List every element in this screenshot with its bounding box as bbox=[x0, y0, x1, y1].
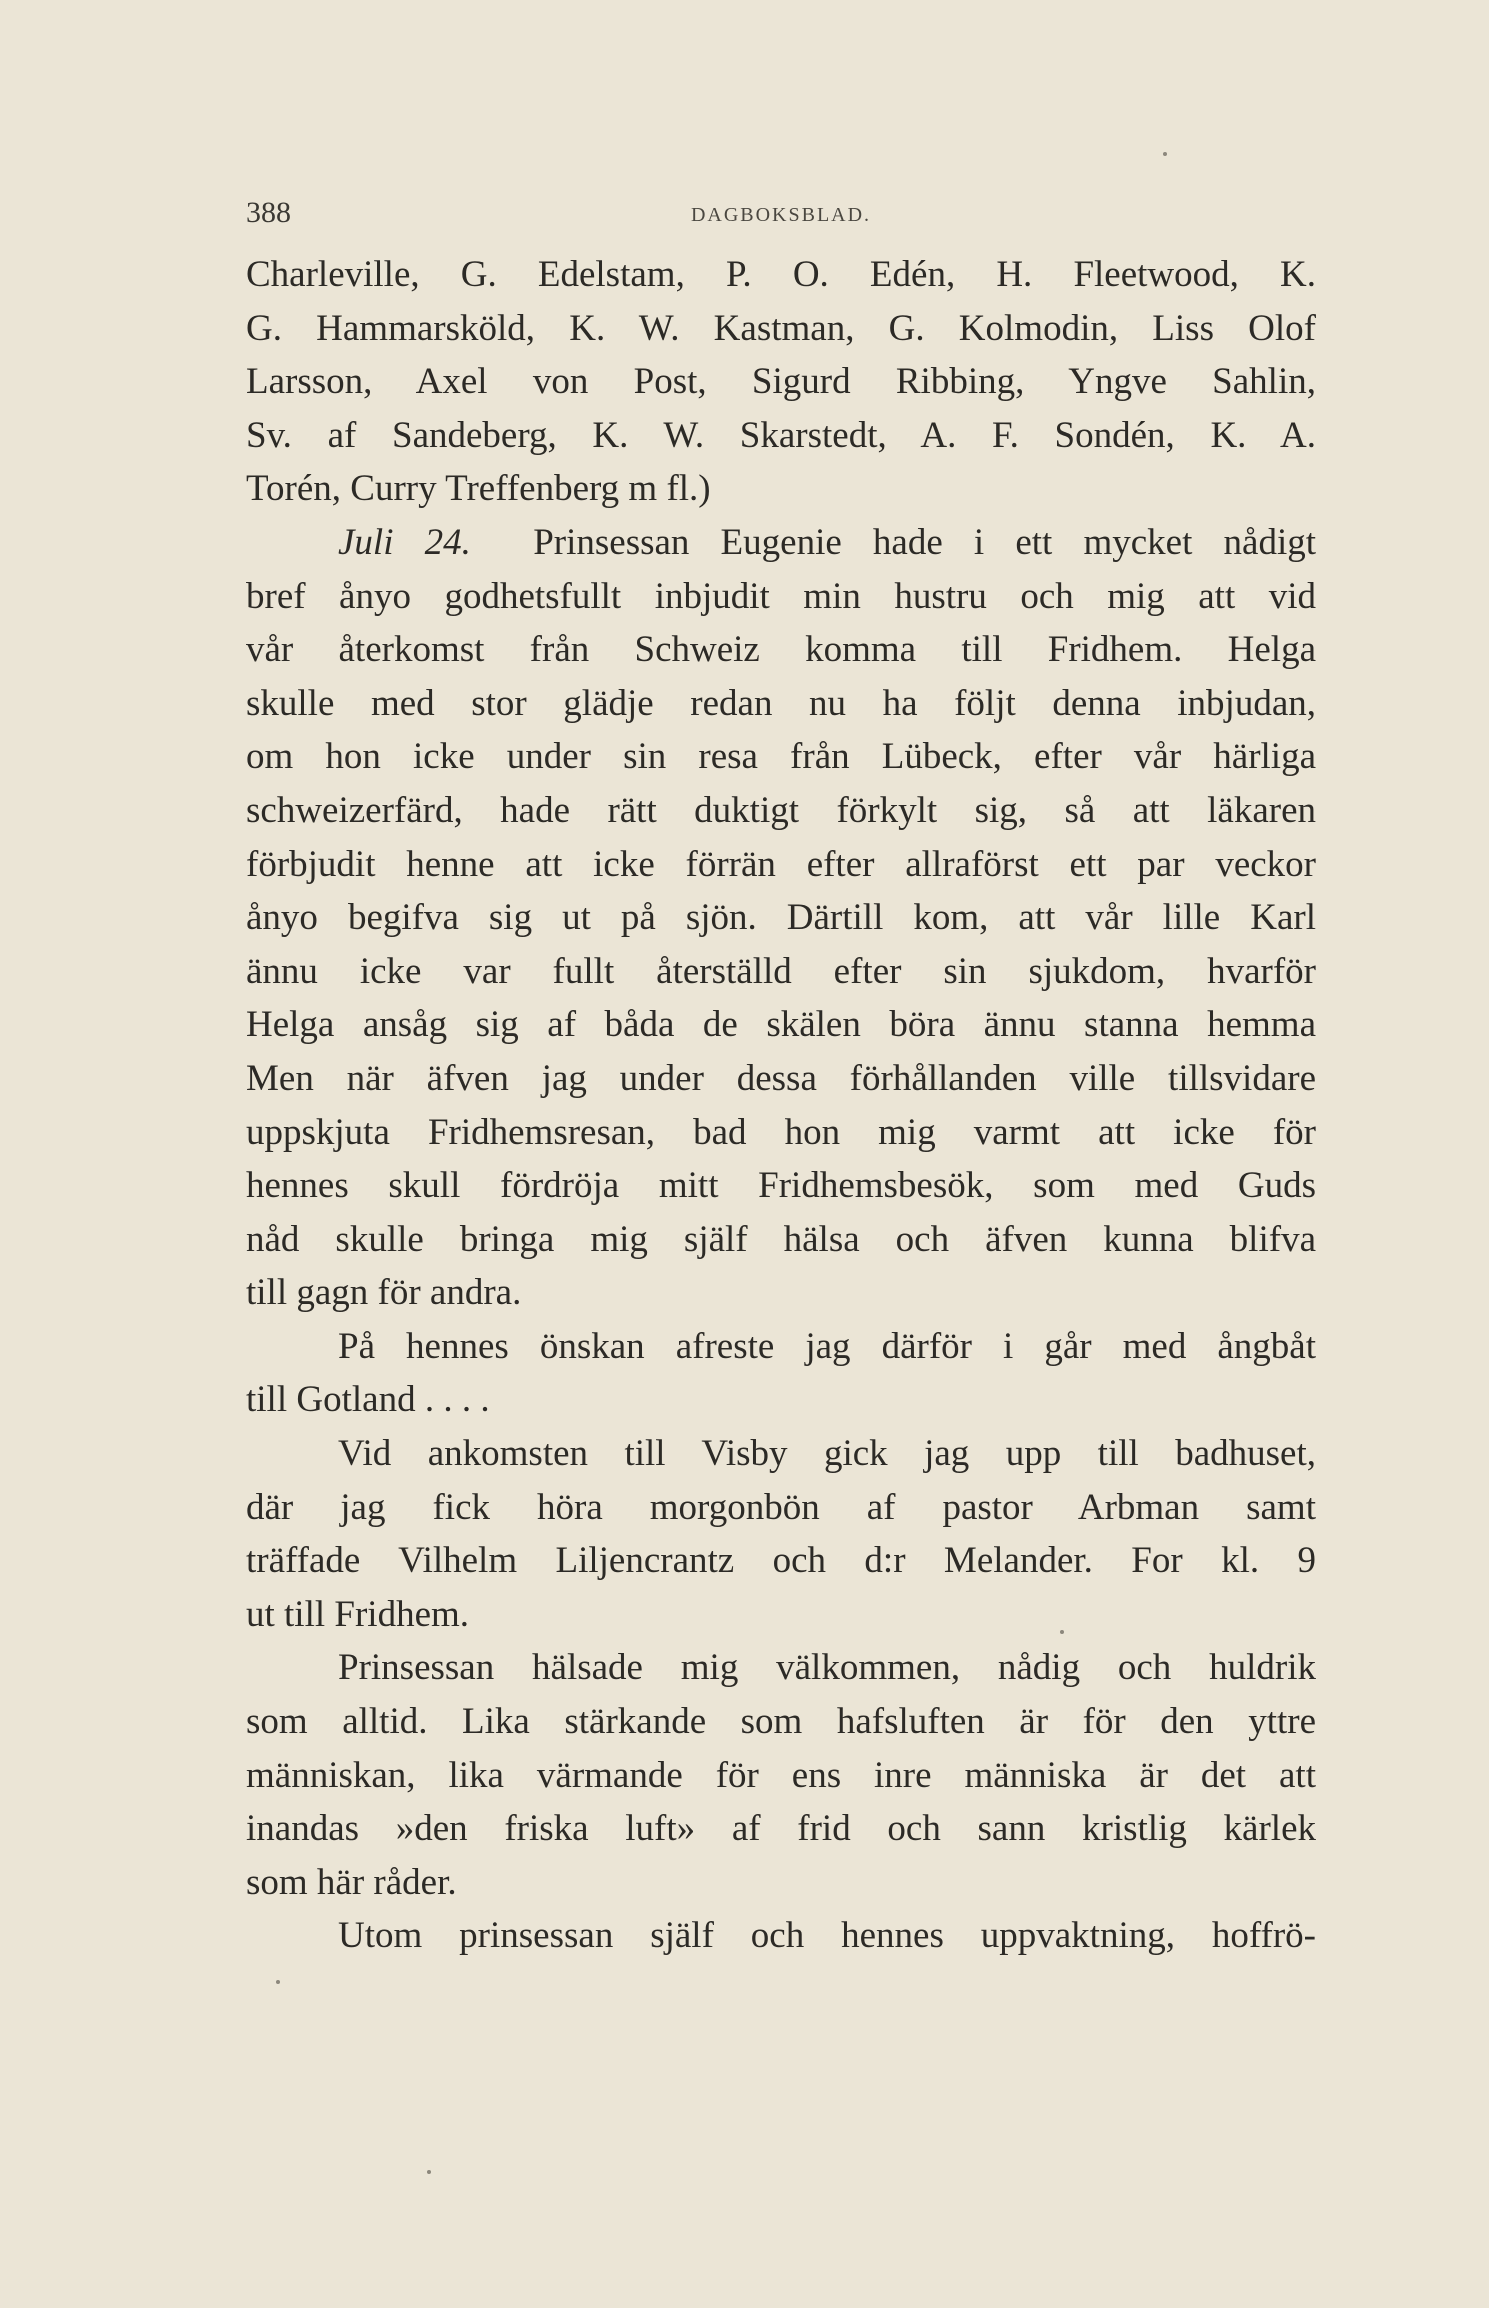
text-line: hennes skull fördröja mitt Fridhemsbesök, som med Guds bbox=[246, 1165, 1316, 1207]
text-line: till Gotland . . . . bbox=[246, 1379, 490, 1421]
text-line-content: Prinsessan Eugenie hade i ett mycket nådigt bbox=[533, 521, 1317, 563]
text-line: På hennes önskan afreste jag därför i går med ångbåt bbox=[338, 1325, 1316, 1367]
text-line: till gagn för andra. bbox=[246, 1272, 522, 1314]
text-line: Torén, Curry Treffenberg m fl.) bbox=[246, 468, 711, 510]
body-text bbox=[246, 248, 1316, 1963]
text-line: ännu icke var fullt återställd efter sin sjukdom, hvarför bbox=[246, 950, 1316, 992]
text-line: där jag fick höra morgonbön af pastor Arbman samt bbox=[246, 1486, 1316, 1528]
paper-speck bbox=[276, 1980, 280, 1984]
text-line: skulle med stor glädje redan nu ha följt denna inbjudan, bbox=[246, 682, 1316, 724]
text-line: Vid ankomsten till Visby gick jag upp till badhuset, bbox=[338, 1433, 1316, 1475]
text-line: Utom prinsessan själf och hennes uppvaktning, hoffrö- bbox=[338, 1915, 1316, 1957]
text-line: nåd skulle bringa mig själf hälsa och äfven kunna blifva bbox=[246, 1218, 1316, 1260]
text-line: Larsson, Axel von Post, Sigurd Ribbing, Yngve Sahlin, bbox=[246, 361, 1316, 403]
page-number: 388 bbox=[246, 196, 291, 229]
text-line: bref ånyo godhetsfullt inbjudit min hustru och mig att vid bbox=[246, 575, 1316, 617]
paper-speck bbox=[427, 2170, 431, 2174]
text-line: människan, lika värmande för ens inre människa är det att bbox=[246, 1754, 1316, 1796]
paper-speck bbox=[1060, 1630, 1064, 1634]
text-line: ånyo begifva sig ut på sjön. Därtill kom, att vår lille Karl bbox=[246, 897, 1316, 939]
text-line-dated bbox=[246, 516, 1316, 570]
text-line: Helga ansåg sig af båda de skälen böra ännu stanna hemma bbox=[246, 1004, 1316, 1046]
paper-speck bbox=[1163, 152, 1167, 156]
running-head: DAGBOKSBLAD. bbox=[690, 204, 872, 226]
text-line: uppskjuta Fridhemsresan, bad hon mig varmt att icke för bbox=[246, 1111, 1316, 1153]
text-line: om hon icke under sin resa från Lübeck, efter vår härliga bbox=[246, 736, 1316, 778]
page-header bbox=[246, 196, 1316, 236]
text-line: inandas »den friska luft» af frid och sann kristlig kärlek bbox=[246, 1808, 1316, 1850]
text-line: Sv. af Sandeberg, K. W. Skarstedt, A. F. Sondén, K. A. bbox=[246, 414, 1316, 456]
text-line: Men när äfven jag under dessa förhållanden ville tillsvidare bbox=[246, 1057, 1316, 1099]
text-line: förbjudit henne att icke förrän efter allraförst ett par veckor bbox=[246, 843, 1316, 885]
text-line: Prinsessan hälsade mig välkommen, nådig och huldrik bbox=[338, 1647, 1316, 1689]
text-line: G. Hammarsköld, K. W. Kastman, G. Kolmodin, Liss Olof bbox=[246, 307, 1316, 349]
text-line: vår återkomst från Schweiz komma till Fridhem. Helga bbox=[246, 629, 1316, 671]
text-line: schweizerfärd, hade rätt duktigt förkylt sig, så att läkaren bbox=[246, 789, 1316, 831]
entry-date: Juli 24. bbox=[338, 521, 471, 563]
text-line: Charleville, G. Edelstam, P. O. Edén, H. Fleetwood, K. bbox=[246, 254, 1316, 295]
text-line: ut till Fridhem. bbox=[246, 1593, 470, 1635]
text-line: som alltid. Lika stärkande som hafsluften är för den yttre bbox=[246, 1701, 1316, 1743]
text-line: träffade Vilhelm Liljencrantz och d:r Melander. For kl. 9 bbox=[246, 1540, 1316, 1582]
text-line: som här råder. bbox=[246, 1861, 457, 1903]
